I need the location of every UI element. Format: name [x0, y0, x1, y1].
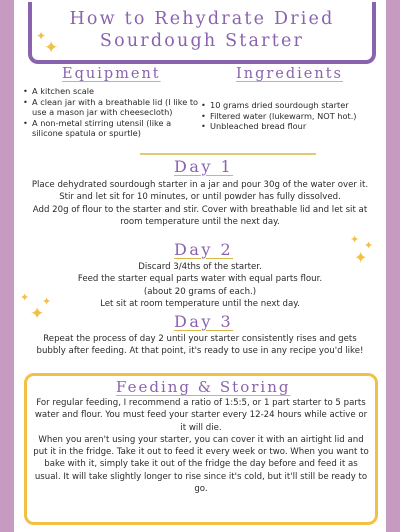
equipment-heading: Equipment: [62, 66, 161, 82]
day-2-line-3: (about 20 grams of each.): [143, 286, 257, 297]
day-1-heading: Day 1: [174, 157, 234, 176]
day-2-text: [30, 261, 370, 311]
title-box: [28, 2, 376, 64]
sparkle-icon: ✦: [364, 239, 374, 252]
ingredients-list: [201, 100, 381, 132]
day-2-line-4: Let sit at room temperature until the next day.: [100, 299, 300, 310]
sparkle-icon: ✦: [44, 38, 59, 58]
day-1-paragraph-1: Place dehydrated sourdough starter in a jar and pour 30g of the water over it. Stir and let sit for 10 minutes, or until powder has fully dissolved.: [31, 180, 369, 203]
list-item: • Unbleached bread flour: [201, 121, 381, 132]
sparkle-icon: ✦: [20, 291, 30, 304]
list-item: • A kitchen scale: [23, 86, 199, 97]
day-1-text: [30, 179, 370, 229]
day-2-line-2: Feed the starter equal parts water with equal parts flour.: [77, 274, 323, 285]
feeding-paragraph-1: For regular feeding, I recommend a ratio of 1:5:5, or 1 part starter to 5 parts water and flour. You must feed your starter every 12-24 hours while active or it will die.: [34, 398, 368, 433]
feeding-text: [32, 397, 370, 495]
day-2-heading: Day 2: [174, 240, 234, 259]
sparkle-icon: ✦: [354, 248, 368, 267]
day-2-line-1: Discard 3/4ths of the starter.: [138, 262, 262, 272]
list-item: • A clean jar with a breathable lid (I like to use a mason jar with cheesecloth): [23, 97, 199, 118]
sparkle-icon: ✦: [36, 29, 47, 43]
list-item: • 10 grams dried sourdough starter: [201, 100, 381, 111]
sparkle-icon: ✦: [42, 295, 52, 308]
day-3-text: Repeat the process of day 2 until your starter consistently rises and gets bubbly after feeding. At that point, it's ready to use in any recipe you'd like!: [36, 334, 364, 357]
sparkle-icon: ✦: [30, 304, 45, 324]
sparkle-icon: ✦: [350, 233, 360, 246]
day-1-paragraph-2: Add 20g of flour to the starter and stir. Cover with breathable lid and let sit at room temperature until the next day.: [32, 204, 368, 228]
section-divider: [140, 153, 316, 155]
list-item: • Filtered water (lukewarm, NOT hot.): [201, 111, 381, 122]
title-line-2: Sourdough Starter: [99, 31, 305, 51]
ingredients-heading: Ingredients: [236, 66, 343, 82]
title-line-1: How to Rehydrate Dried: [69, 9, 335, 29]
list-item: • A non-metal stirring utensil (like a silicone spatula or spurtle): [23, 118, 199, 139]
feeding-heading: Feeding & Storing: [116, 378, 291, 396]
day-3-heading: Day 3: [174, 312, 234, 331]
feeding-paragraph-2: When you aren't using your starter, you can cover it with an airtight lid and put it in the fridge. Take it out to feed it every week or two. When you want to bake with it, simply take it out of the fridge the day before and feed it as usual. It will take slightly longer to rise since it's cold, but it'll still be ready to go.: [33, 434, 369, 495]
equipment-list: [23, 86, 199, 139]
